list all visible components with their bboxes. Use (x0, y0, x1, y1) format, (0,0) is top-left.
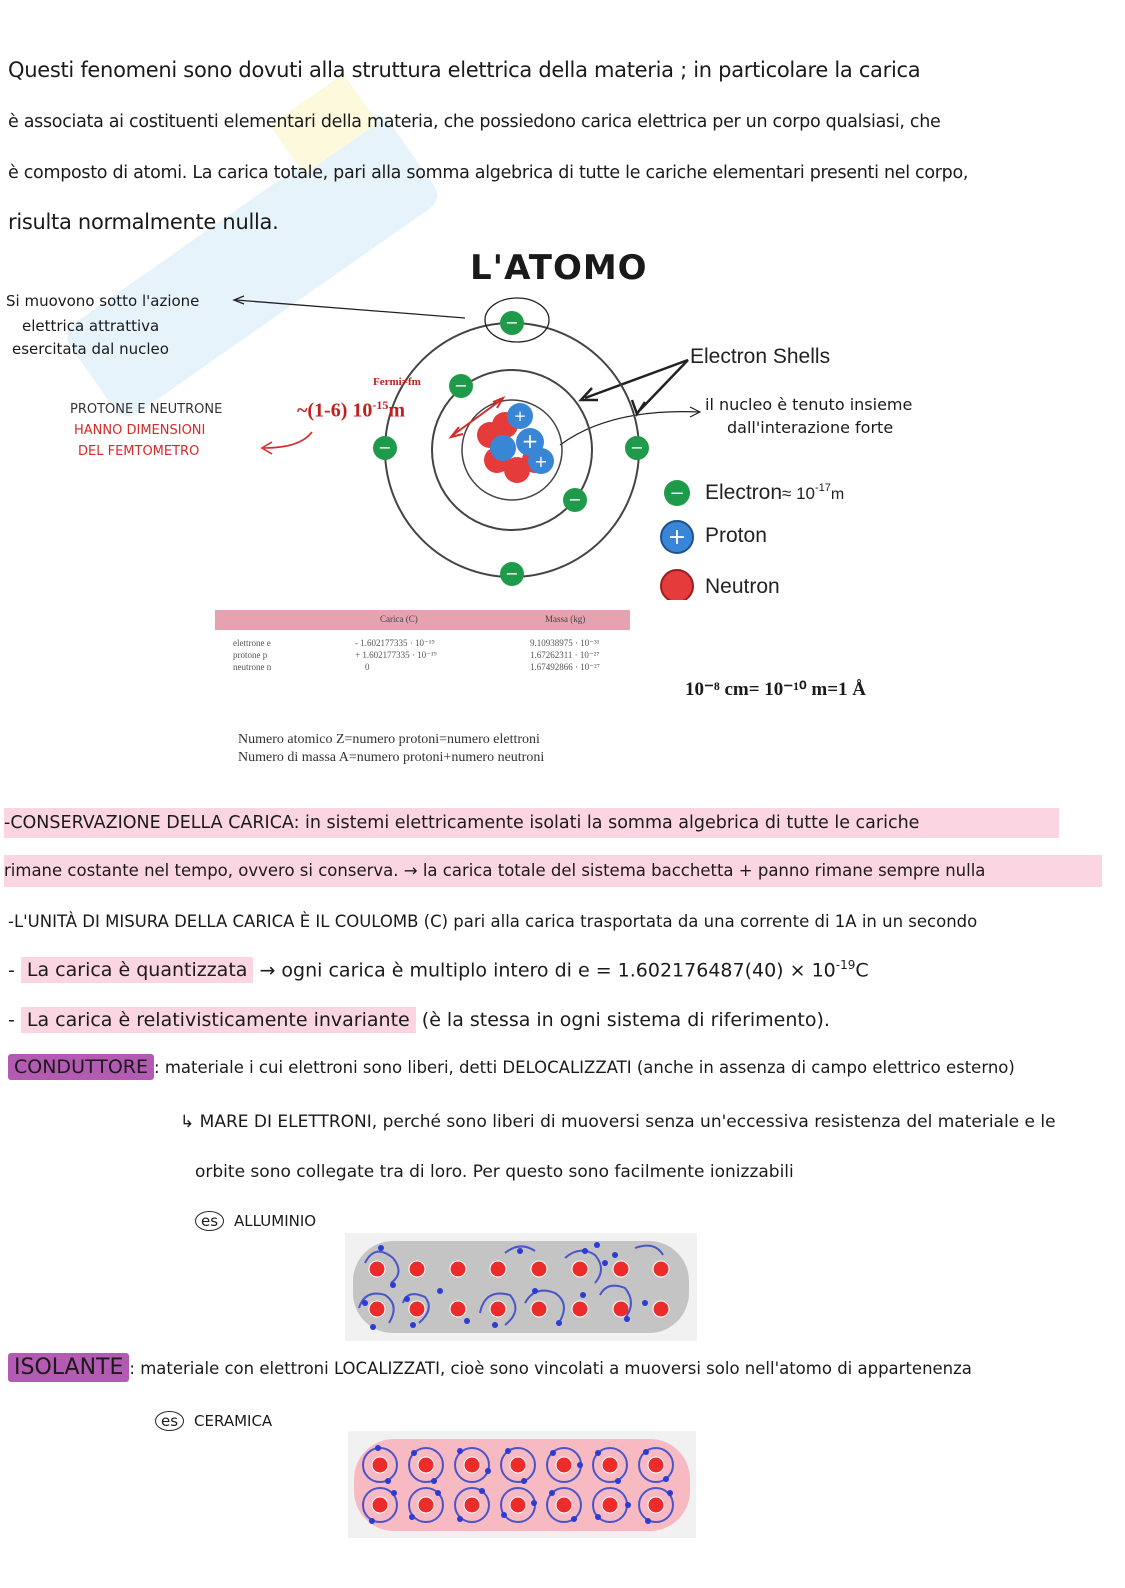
invariant-line: - La carica è relativisticamente invariante (è la stessa in ogni sistema di riferimento). (8, 1009, 830, 1031)
svg-text:−: − (454, 376, 468, 395)
z-definition: Numero atomico Z=numero protoni=numero elettroni (238, 732, 540, 747)
svg-text:−: − (568, 490, 582, 509)
legend-icons (661, 480, 693, 600)
ceramic-illustration (348, 1431, 696, 1538)
example-badge: es (195, 1211, 224, 1231)
nucleus-note-2: dall'interazione forte (727, 418, 894, 437)
atom-diagram (205, 290, 913, 600)
svg-text:−: − (630, 438, 644, 457)
shells-label: Electron Shells (690, 345, 831, 368)
conductor-definition: CONDUTTORE : materiale i cui elettroni sono liberi, detti DELOCALIZZATI (anche in assenza di campo elettrico esterno) (8, 1056, 1015, 1078)
svg-text:−: − (505, 313, 519, 332)
conductor-tag: CONDUTTORE (8, 1054, 154, 1080)
table-row: elettrone e - 1.602177335 · 10⁻¹⁹ 9.10938975 · 10⁻³¹ (233, 638, 600, 648)
svg-text:−: − (378, 438, 392, 457)
intro-line-2: è associata ai costituenti elementari della materia, che possiedono carica elettrica per un corpo qualsiasi, che (8, 112, 941, 132)
svg-text:+: + (521, 429, 539, 453)
svg-text:+: + (534, 452, 548, 471)
table-header (215, 610, 630, 630)
a-definition: Numero di massa A=numero protoni+numero neutroni (238, 750, 545, 765)
intro-line-1: Questi fenomeni sono dovuti alla struttura elettrica della materia ; in particolare la carica (8, 58, 921, 82)
legend-neutron: Neutron (705, 575, 780, 598)
conversion-label: 10⁻⁸ cm= 10⁻¹⁰ m=1 Å (685, 679, 867, 700)
aluminium-lattice (345, 1233, 697, 1341)
nucleus (477, 403, 554, 483)
insulator-example: es CERAMICA (155, 1412, 272, 1430)
svg-text:+: + (667, 525, 687, 550)
quantized-line: - La carica è quantizzata → ogni carica è multiplo intero di $e = 1.602176487(40) \times 10^{-19}C$ (8, 958, 869, 982)
electron-sea-2: orbite sono collegate tra di loro. Per questo sono facilmente ionizzabili (195, 1162, 794, 1182)
atom-figure (205, 290, 913, 785)
svg-text:−: − (505, 564, 519, 583)
header-mass: Massa (kg) (545, 614, 586, 624)
table-row: protone p + 1.602177335 · 10⁻¹⁹ 1.67262311 · 10⁻²⁷ (233, 650, 600, 660)
electron-note-1: Si muovono sotto l'azione (6, 292, 200, 310)
insulator-definition: ISOLANTE : materiale con elettroni LOCALIZZATI, cioè sono vincolati a muoversi solo nell'atomo di appartenenza (8, 1355, 972, 1380)
electron-note-3: esercitata dal nucleo (12, 340, 169, 358)
electron-sea-1: ↳ MARE DI ELETTRONI, perché sono liberi di muoversi senza un'eccessiva resistenza del materiale e le (180, 1112, 1056, 1132)
electron-note-2: elettrica attrattiva (22, 317, 160, 335)
insulator-tag: ISOLANTE (8, 1353, 129, 1382)
fermi-label: Fermi=fm (373, 376, 421, 388)
conductor-example: es ALLUMINIO (195, 1212, 316, 1230)
aluminium-illustration (345, 1233, 697, 1341)
conservation-line-2: rimane costante nel tempo, ovvero si conserva. → la carica totale del sistema bacchetta + panno rimane sempre nulla (4, 855, 1102, 887)
header-charge: Carica (C) (380, 614, 418, 624)
intro-line-4: risulta normalmente nulla. (8, 210, 279, 234)
femto-note-3: DEL FEMTOMETRO (78, 444, 200, 459)
example-badge: es (155, 1411, 184, 1431)
scale-label: ~(1-6) $10^{-15}m$ (297, 398, 406, 422)
conservation-line-1: -CONSERVAZIONE DELLA CARICA: in sistemi elettricamente isolati la somma algebrica di tutte le cariche (4, 808, 1059, 838)
femto-note-1: PROTONE E NEUTRONE (70, 402, 223, 417)
nucleus-note-1: il nucleo è tenuto insieme (705, 395, 913, 414)
ceramic-lattice (348, 1431, 696, 1538)
unit-line: -L'UNITÀ DI MISURA DELLA CARICA È IL COULOMB (C) pari alla carica trasportata da una corrente di 1A in un secondo (8, 912, 978, 931)
svg-text:+: + (513, 407, 527, 425)
legend-proton: Proton (705, 524, 767, 547)
svg-text:−: − (669, 483, 685, 504)
intro-line-3: è composto di atomi. La carica totale, pari alla somma algebrica di tutte le cariche elementari presenti nel corpo, (8, 163, 969, 183)
table-row: neutrone n 0 1.67492866 · 10⁻²⁷ (233, 662, 600, 672)
femto-note-2: HANNO DIMENSIONI (74, 423, 206, 438)
atom-title: L'ATOMO (470, 248, 648, 288)
legend-electron: Electron≈ $10^{-17}m$ (705, 481, 845, 504)
particle-table (215, 610, 630, 674)
